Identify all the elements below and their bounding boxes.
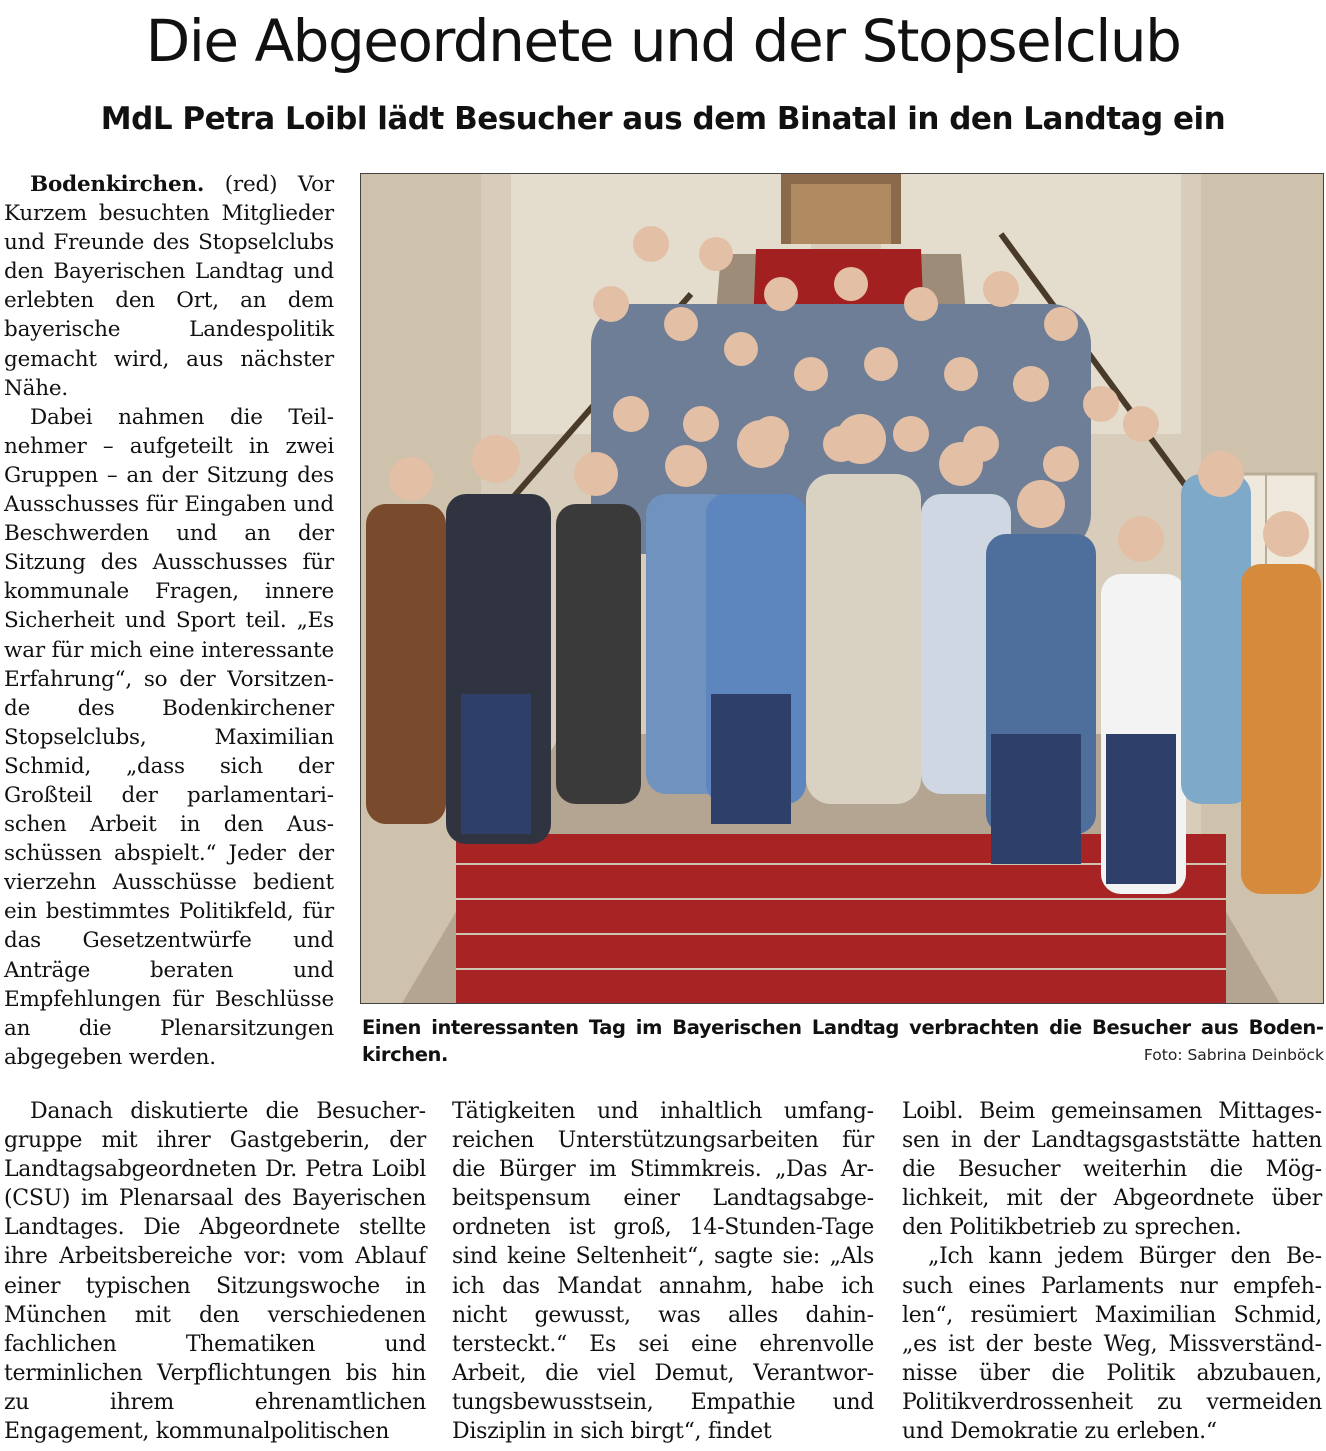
article-paragraph: Loibl. Beim gemeinsamen Mittagessen in der Landtagsgaststätte hatten die Besucher weiterhin die Möglichkeit, mit der Abgeordnete über den Politikbetrieb zu sprechen. bbox=[902, 1099, 1322, 1241]
photo-caption: Einen interessanten Tag im Bayerischen Landtag verbrachten die Besucher aus Bodenkirchen. bbox=[362, 1016, 1324, 1066]
article-paragraph: Dabei nahmen die Teilnehmer – aufgeteilt in zwei Gruppen – an der Sitzung des Ausschusses für Eingaben und Beschwerden und an der Sitzung des Ausschusses für kommunale Fragen, innere Sicherheit und Sport teil. „Es war für mich eine interessante Erfahrung“, so der Vorsitzende des Bodenkirchener Stopselclubs, Maximilian Schmid, „dass sich der Großteil der parlamentarischen Arbeit in den Ausschüssen abspielt.“ Jeder der vierzehn Ausschüsse bedient ein bestimmtes Politikfeld, für das Gesetzentwürfe und Anträge beraten und Empfehlungen für Beschlüsse an die Plenarsitzungen abgegeben werden. bbox=[4, 404, 334, 1070]
article-paragraph: Tätigkeiten und inhaltlich umfangreichen Unterstützungsarbeiten für die Bürger im Stimmkreis. „Das Arbeitspensum einer Landtagsabgeordneten ist groß, 14-Stunden-Tage sind keine Seltenheit“, sagte sie: „Als ich das Mandat annahm, habe ich nicht gewusst, was alles dahintersteckt.“ Es sei eine ehrenvolle Arbeit, die viel Demut, Verantwortungsbewusstsein, Empathie und Disziplin in sich birgt“, findet bbox=[452, 1099, 874, 1445]
group-photo-illustration bbox=[361, 174, 1324, 1004]
article-paragraph: „Ich kann jedem Bürger den Besuch eines Parlaments nur empfehlen“, resümiert Maximilian Schmid, „es ist der beste Weg, Missverständnisse über die Politik abzubauen, Politikverdrossenheit zu vermeiden und Demokratie zu erleben.“ bbox=[902, 1244, 1322, 1445]
subheadline: MdL Petra Loibl lädt Besucher aus dem Binatal in den Landtag ein bbox=[100, 101, 1226, 137]
article-column-4 bbox=[902, 1097, 1322, 1446]
group-photo bbox=[360, 173, 1324, 1004]
paragraph-text: (red) Vor Kurzem besuchten Mitglieder und Freunde des Stopselclubs den Bayerischen Landtag und erlebten den Ort, an dem bayerische Landespolitik gemacht wird, aus nächster Nähe. bbox=[4, 172, 334, 401]
article-paragraph bbox=[4, 170, 334, 403]
dateline: Bodenkirchen. bbox=[30, 172, 205, 197]
article-column-1 bbox=[4, 170, 334, 1072]
article-column-3 bbox=[452, 1097, 874, 1446]
headline: Die Abgeordnete und der Stopselclub bbox=[145, 7, 1181, 75]
article-column-2 bbox=[4, 1097, 426, 1446]
article-paragraph: Danach diskutierte die Besuchergruppe mit ihrer Gastgeberin, der Landtagsabgeordneten Dr. Petra Loibl (CSU) im Plenarsaal des Bayerischen Landtages. Die Abgeordnete stellte ihre Arbeitsbereiche vor: vom Ablauf einer typischen Sitzungswoche in München mit den verschiedenen fachlichen Thematiken und terminlichen Verpflichtungen bis hin zu ihrem ehrenamtlichen Engagement, kommunalpolitischen bbox=[4, 1099, 426, 1445]
photo-credit: Foto: Sabrina Deinböck bbox=[1143, 1046, 1324, 1064]
